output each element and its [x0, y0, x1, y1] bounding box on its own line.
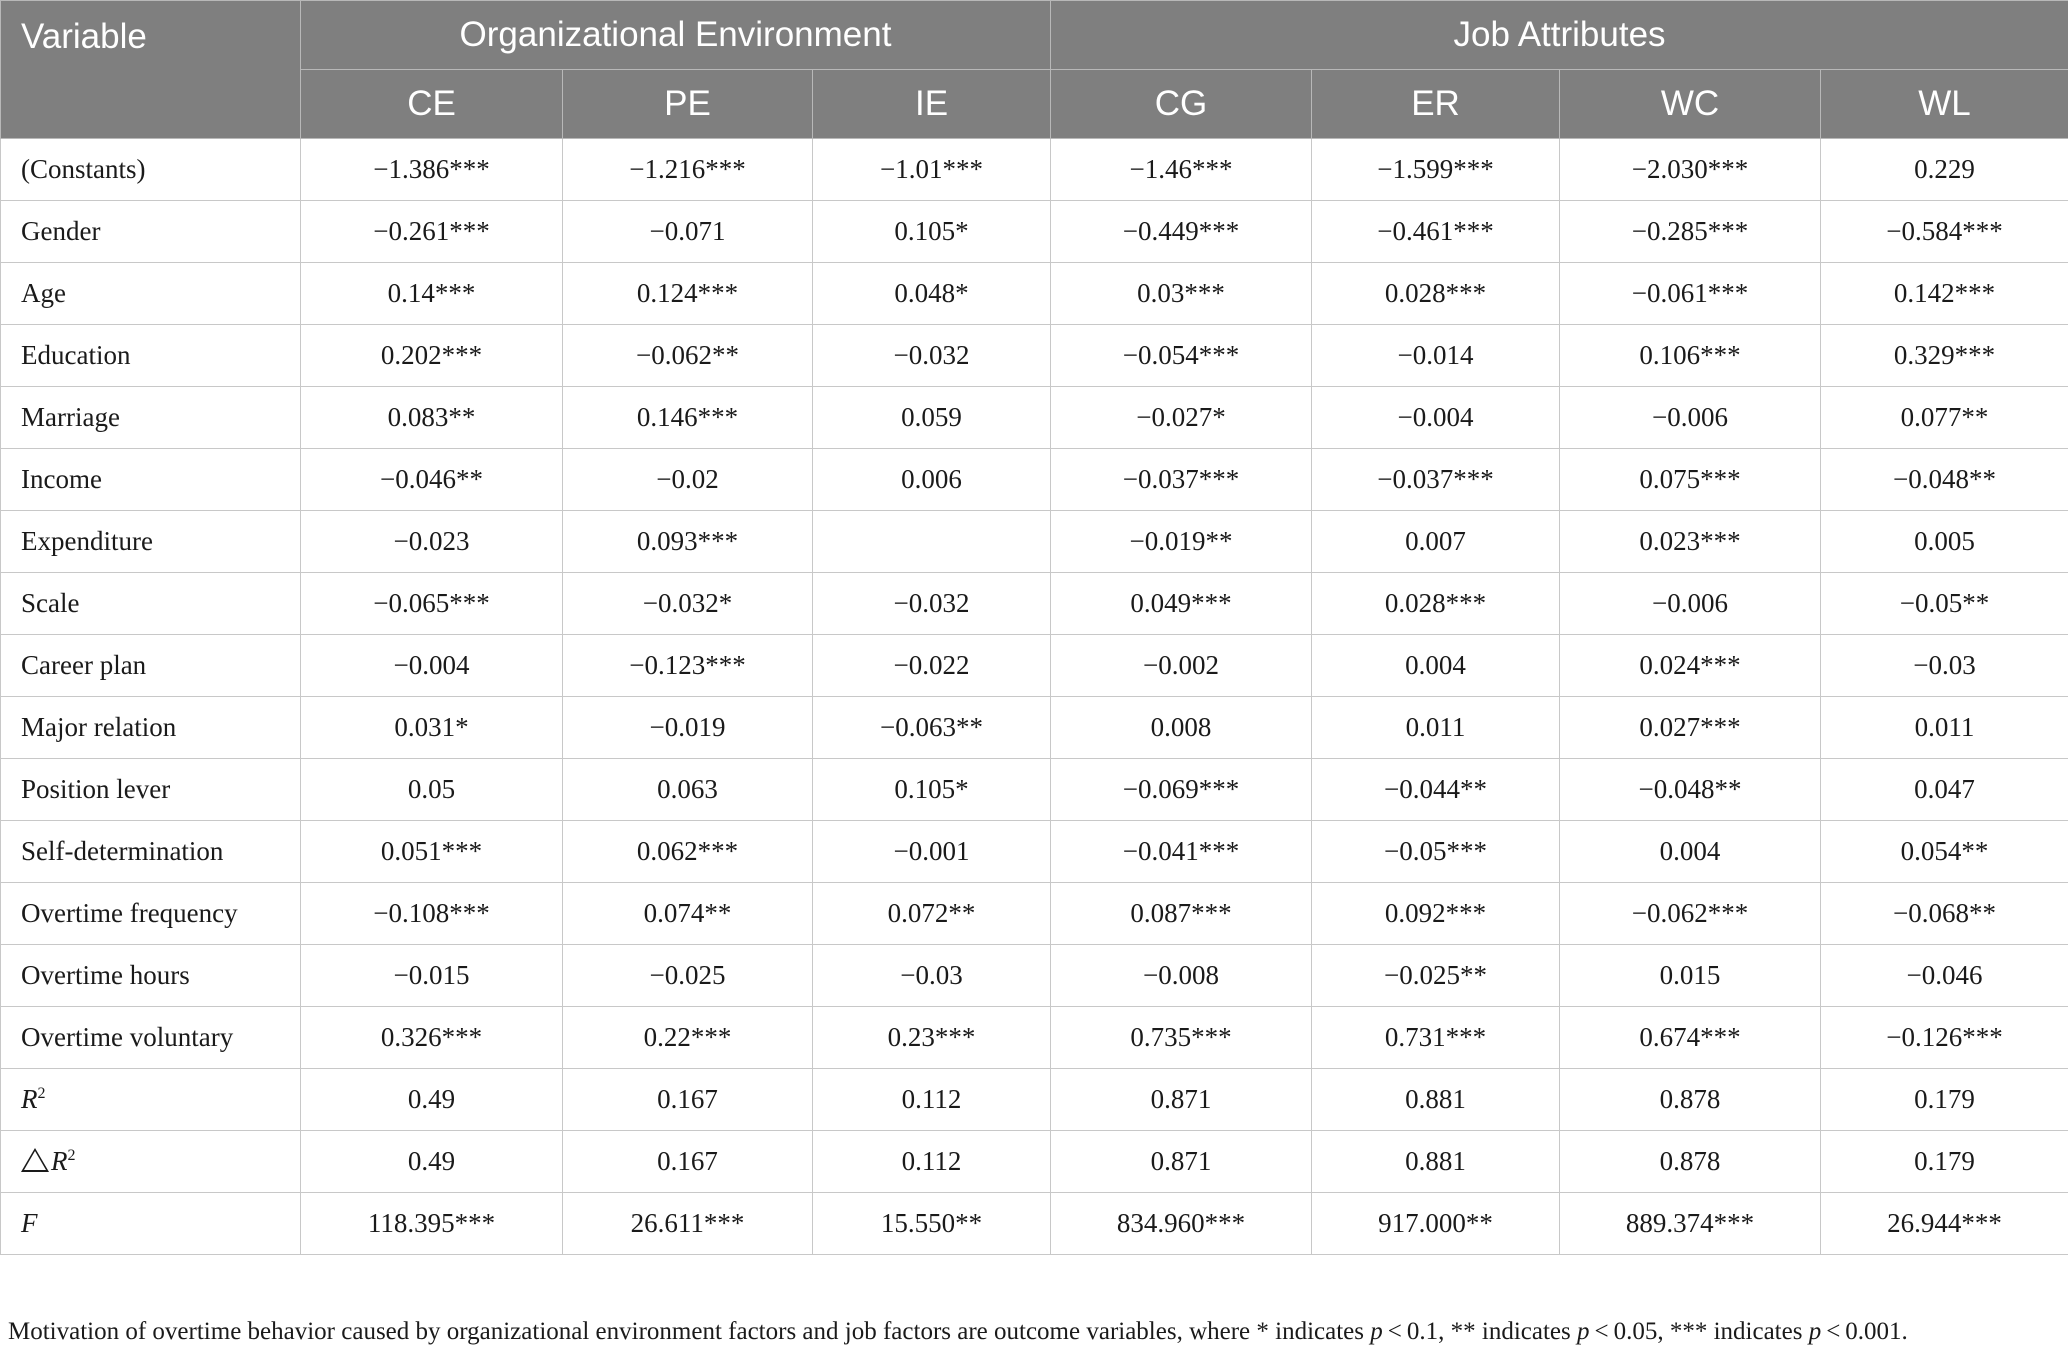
table-cell: −0.037***	[1051, 449, 1312, 511]
table-cell: −0.108***	[301, 883, 563, 945]
row-label-overtime-voluntary: Overtime voluntary	[1, 1007, 301, 1069]
stat-superscript: 2	[37, 1085, 46, 1102]
table-row	[1, 139, 2068, 201]
table-cell: −2.030***	[1560, 139, 1821, 201]
table-cell: −0.032	[813, 573, 1051, 635]
table-row	[1, 1193, 2068, 1255]
table-header	[1, 1, 2068, 139]
table-row	[1, 1069, 2068, 1131]
table-cell: −0.063**	[813, 697, 1051, 759]
table-cell: 834.960***	[1051, 1193, 1312, 1255]
footnote-text-c: < 0.05, *** indicates	[1589, 1318, 1809, 1345]
table-cell: 0.112	[813, 1069, 1051, 1131]
stat-row-label	[1, 1193, 301, 1255]
table-cell: −0.03	[1821, 635, 2068, 697]
table-cell: 118.395***	[301, 1193, 563, 1255]
row-label-self-determination: Self-determination	[1, 821, 301, 883]
table-cell: −0.008	[1051, 945, 1312, 1007]
table-cell: 889.374***	[1560, 1193, 1821, 1255]
table-cell: 0.077**	[1821, 387, 2068, 449]
table-cell: 0.051***	[301, 821, 563, 883]
table-cell: −0.014	[1312, 325, 1560, 387]
variable-header: Variable	[1, 1, 301, 139]
table-cell: −0.001	[813, 821, 1051, 883]
table-cell: −0.068**	[1821, 883, 2068, 945]
row-label-scale: Scale	[1, 573, 301, 635]
row-label-gender: Gender	[1, 201, 301, 263]
table-cell: 0.23***	[813, 1007, 1051, 1069]
table-cell: 26.944***	[1821, 1193, 2068, 1255]
table-cell: 0.047	[1821, 759, 2068, 821]
table-cell: 0.092***	[1312, 883, 1560, 945]
table-cell: 0.881	[1312, 1069, 1560, 1131]
table-cell: 0.054**	[1821, 821, 2068, 883]
row-label-expenditure: Expenditure	[1, 511, 301, 573]
table-cell: 0.878	[1560, 1131, 1821, 1193]
table-cell: −0.022	[813, 635, 1051, 697]
table-cell: 0.05	[301, 759, 563, 821]
table-cell: −0.046**	[301, 449, 563, 511]
table-cell: 0.105*	[813, 201, 1051, 263]
table-cell: 0.093***	[563, 511, 813, 573]
column-header-er: ER	[1312, 70, 1560, 139]
table-cell: 0.674***	[1560, 1007, 1821, 1069]
stat-symbol: F	[21, 1208, 38, 1238]
table-cell: −0.015	[301, 945, 563, 1007]
table-cell: −0.061***	[1560, 263, 1821, 325]
table-cell: 0.49	[301, 1131, 563, 1193]
table-row	[1, 325, 2068, 387]
table-cell: 0.049***	[1051, 573, 1312, 635]
table-cell: −0.041***	[1051, 821, 1312, 883]
row-label-overtime-hours: Overtime hours	[1, 945, 301, 1007]
table-cell: −0.071	[563, 201, 813, 263]
column-header-cg: CG	[1051, 70, 1312, 139]
table-cell: −0.025	[563, 945, 813, 1007]
table-cell: −0.019**	[1051, 511, 1312, 573]
footnote-p-symbol: p	[1576, 1318, 1590, 1345]
table-cell: −0.025**	[1312, 945, 1560, 1007]
table-cell: −0.032*	[563, 573, 813, 635]
table-cell: 0.015	[1560, 945, 1821, 1007]
table-cell: 0.329***	[1821, 325, 2068, 387]
table-cell: 0.074**	[563, 883, 813, 945]
column-header-wl: WL	[1821, 70, 2068, 139]
footnote-text-a: Motivation of overtime behavior caused by organizational environment factors and job factors are outcome variables, where * indicates	[8, 1318, 1371, 1345]
table-row	[1, 635, 2068, 697]
table-footnote	[0, 1318, 2068, 1346]
row-label-age: Age	[1, 263, 301, 325]
stat-symbol: R	[51, 1146, 68, 1176]
footnote-text-b: < 0.1, ** indicates	[1382, 1318, 1577, 1345]
table-cell: −0.027*	[1051, 387, 1312, 449]
table-cell: −0.123***	[563, 635, 813, 697]
column-header-ce: CE	[301, 70, 563, 139]
table-cell: −1.599***	[1312, 139, 1560, 201]
table-cell: −0.261***	[301, 201, 563, 263]
table-cell: −0.019	[563, 697, 813, 759]
table-cell: −1.386***	[301, 139, 563, 201]
table-cell: −0.023	[301, 511, 563, 573]
table-cell: −1.46***	[1051, 139, 1312, 201]
table-cell: −0.584***	[1821, 201, 2068, 263]
table-cell: 0.023***	[1560, 511, 1821, 573]
table-cell: 0.871	[1051, 1131, 1312, 1193]
table-cell: −0.044**	[1312, 759, 1560, 821]
table-cell: 0.024***	[1560, 635, 1821, 697]
table-cell: 917.000**	[1312, 1193, 1560, 1255]
footnote-text-d: < 0.001.	[1821, 1318, 1908, 1345]
stat-row-label	[1, 1069, 301, 1131]
table-row	[1, 201, 2068, 263]
table-row	[1, 697, 2068, 759]
table-cell: −0.002	[1051, 635, 1312, 697]
table-cell: 0.028***	[1312, 573, 1560, 635]
row-label-career-plan: Career plan	[1, 635, 301, 697]
row-label-overtime-frequency: Overtime frequency	[1, 883, 301, 945]
table-cell	[813, 511, 1051, 573]
table-cell: −0.006	[1560, 387, 1821, 449]
table-cell: 0.03***	[1051, 263, 1312, 325]
table-cell: −0.037***	[1312, 449, 1560, 511]
table-cell: 0.49	[301, 1069, 563, 1131]
table-row	[1, 449, 2068, 511]
table-cell: −0.062***	[1560, 883, 1821, 945]
table-cell: 0.083**	[301, 387, 563, 449]
table-cell: 0.027***	[1560, 697, 1821, 759]
table-cell: 0.146***	[563, 387, 813, 449]
table-cell: −0.05**	[1821, 573, 2068, 635]
stat-symbol: R	[21, 1084, 38, 1114]
table-cell: −0.004	[1312, 387, 1560, 449]
table-cell: 0.072**	[813, 883, 1051, 945]
row-label-constants: (Constants)	[1, 139, 301, 201]
table-cell: −0.449***	[1051, 201, 1312, 263]
table-cell: 0.735***	[1051, 1007, 1312, 1069]
table-cell: 0.048*	[813, 263, 1051, 325]
table-cell: 0.004	[1560, 821, 1821, 883]
table-row	[1, 759, 2068, 821]
stat-row-label	[1, 1131, 301, 1193]
table-cell: −0.069***	[1051, 759, 1312, 821]
table-cell: 0.105*	[813, 759, 1051, 821]
stat-superscript: 2	[67, 1147, 76, 1164]
header-row-columns	[1, 70, 2068, 139]
table-row	[1, 883, 2068, 945]
table-row	[1, 945, 2068, 1007]
footnote-p-symbol: p	[1808, 1318, 1822, 1345]
table-row	[1, 1007, 2068, 1069]
table-cell: 0.007	[1312, 511, 1560, 573]
table-cell: −0.285***	[1560, 201, 1821, 263]
table-cell: 0.059	[813, 387, 1051, 449]
table-cell: 0.871	[1051, 1069, 1312, 1131]
table-cell: −0.054***	[1051, 325, 1312, 387]
table-cell: 0.124***	[563, 263, 813, 325]
table-cell: 0.011	[1312, 697, 1560, 759]
table-cell: 0.004	[1312, 635, 1560, 697]
table-cell: 0.167	[563, 1069, 813, 1131]
table-cell: −1.01***	[813, 139, 1051, 201]
table-cell: 0.179	[1821, 1069, 2068, 1131]
table-cell: 0.063	[563, 759, 813, 821]
table-cell: 0.229	[1821, 139, 2068, 201]
table-row	[1, 821, 2068, 883]
table-cell: 15.550**	[813, 1193, 1051, 1255]
table-cell: −0.032	[813, 325, 1051, 387]
column-header-ie: IE	[813, 70, 1051, 139]
table-cell: −1.216***	[563, 139, 813, 201]
table-body	[1, 139, 2068, 1255]
table-cell: 0.087***	[1051, 883, 1312, 945]
table-cell: 0.028***	[1312, 263, 1560, 325]
table-cell: −0.02	[563, 449, 813, 511]
table-cell: 0.112	[813, 1131, 1051, 1193]
table-cell: 0.075***	[1560, 449, 1821, 511]
table-cell: −0.006	[1560, 573, 1821, 635]
table-cell: 0.005	[1821, 511, 2068, 573]
table-cell: 26.611***	[563, 1193, 813, 1255]
table-cell: 0.202***	[301, 325, 563, 387]
table-cell: 0.326***	[301, 1007, 563, 1069]
header-row-groups	[1, 1, 2068, 70]
table-cell: 0.008	[1051, 697, 1312, 759]
table-cell: −0.05***	[1312, 821, 1560, 883]
table-cell: −0.126***	[1821, 1007, 2068, 1069]
table-row	[1, 573, 2068, 635]
row-label-education: Education	[1, 325, 301, 387]
delta-triangle-icon	[21, 1148, 49, 1172]
table-cell: 0.006	[813, 449, 1051, 511]
group-header-organizational-environment: Organizational Environment	[301, 1, 1051, 70]
table-cell: −0.03	[813, 945, 1051, 1007]
table-row	[1, 1131, 2068, 1193]
table-cell: −0.046	[1821, 945, 2068, 1007]
footnote-p-symbol: p	[1370, 1318, 1383, 1345]
table-cell: 0.881	[1312, 1131, 1560, 1193]
table-cell: 0.062***	[563, 821, 813, 883]
table-cell: −0.048**	[1560, 759, 1821, 821]
table-cell: −0.065***	[301, 573, 563, 635]
table-row	[1, 387, 2068, 449]
table-cell: 0.14***	[301, 263, 563, 325]
table-cell: 0.106***	[1560, 325, 1821, 387]
table-cell: 0.167	[563, 1131, 813, 1193]
column-header-pe: PE	[563, 70, 813, 139]
table-cell: −0.461***	[1312, 201, 1560, 263]
column-header-wc: WC	[1560, 70, 1821, 139]
table-row	[1, 263, 2068, 325]
table-cell: −0.004	[301, 635, 563, 697]
row-label-marriage: Marriage	[1, 387, 301, 449]
row-label-income: Income	[1, 449, 301, 511]
table-cell: 0.878	[1560, 1069, 1821, 1131]
row-label-position-lever: Position lever	[1, 759, 301, 821]
table-cell: 0.142***	[1821, 263, 2068, 325]
table-cell: 0.011	[1821, 697, 2068, 759]
group-header-job-attributes: Job Attributes	[1051, 1, 2068, 70]
table-cell: 0.179	[1821, 1131, 2068, 1193]
row-label-major-relation: Major relation	[1, 697, 301, 759]
table-cell: 0.22***	[563, 1007, 813, 1069]
table-cell: 0.731***	[1312, 1007, 1560, 1069]
table-cell: 0.031*	[301, 697, 563, 759]
table-row	[1, 511, 2068, 573]
table-cell: −0.048**	[1821, 449, 2068, 511]
table-cell: −0.062**	[563, 325, 813, 387]
